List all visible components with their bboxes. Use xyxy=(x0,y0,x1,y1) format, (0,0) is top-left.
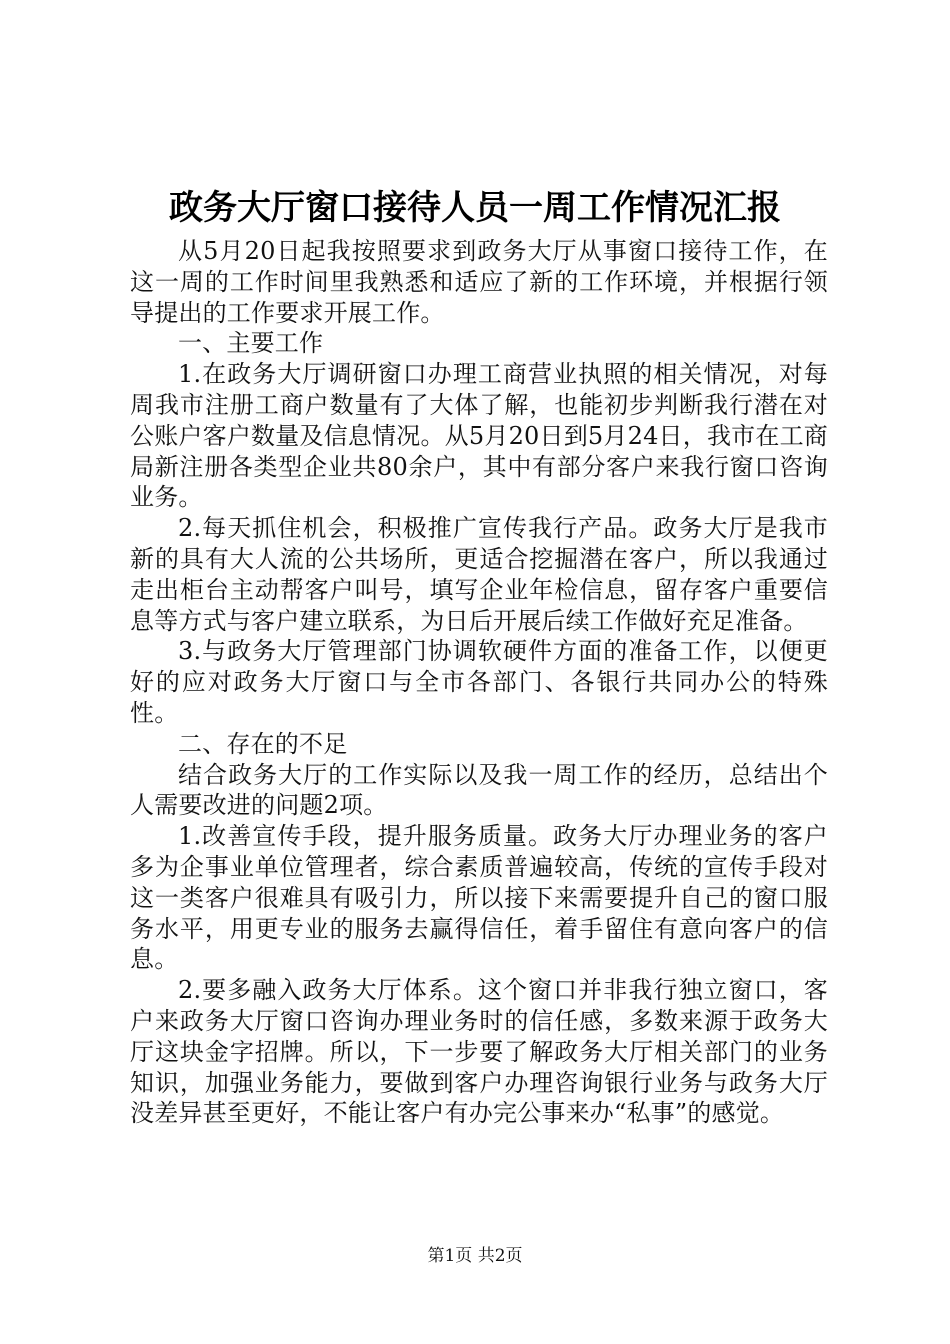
paragraph-main-work-3: 3.与政务大厅管理部门协调软硬件方面的准备工作，以便更好的应对政务大厅窗口与全市各部门、各银行共同办公的特殊性。 xyxy=(130,637,828,727)
paragraph-main-work-2: 2.每天抓住机会，积极推广宣传我行产品。政务大厅是我市新的具有大人流的公共场所，更适合挖掘潜在客户，所以我通过走出柜台主动帮客户叫号，填写企业年检信息，留存客户重要信息等方式与客户建立联系，为日后开展后续工作做好充足准备。 xyxy=(130,514,828,635)
paragraph-main-work-1: 1.在政务大厅调研窗口办理工商营业执照的相关情况，对每周我市注册工商户数量有了大体了解，也能初步判断我行潜在对公账户客户数量及信息情况。从5月20日到5月24日，我市在工商局新注册各类型企业共80余户，其中有部分客户来我行窗口咨询业务。 xyxy=(130,360,828,512)
paragraph-shortcomings-intro: 结合政务大厅的工作实际以及我一周工作的经历，总结出个人需要改进的问题2项。 xyxy=(130,760,828,820)
document-body xyxy=(130,236,828,1129)
paragraph-shortcomings-1: 1.改善宣传手段，提升服务质量。政务大厅办理业务的客户多为企事业单位管理者，综合素质普遍较高，传统的宣传手段对这一类客户很难具有吸引力，所以接下来需要提升自己的窗口服务水平，用更专业的服务去赢得信任，着手留住有意向客户的信息。 xyxy=(130,822,828,974)
paragraph-shortcomings-2: 2.要多融入政务大厅体系。这个窗口并非我行独立窗口，客户来政务大厅窗口咨询办理业务时的信任感，多数来源于政务大厅这块金字招牌。所以，下一步要了解政务大厅相关部门的业务知识，加强业务能力，要做到客户办理咨询银行业务与政务大厅没差异甚至更好，不能让客户有办完公事来办“私事”的感觉。 xyxy=(130,976,828,1128)
page-number-footer: 第1页 共2页 xyxy=(427,1246,523,1266)
document-title: 政务大厅窗口接待人员一周工作情况汇报 xyxy=(169,188,781,228)
paragraph-intro: 从5月20日起我按照要求到政务大厅从事窗口接待工作，在这一周的工作时间里我熟悉和适应了新的工作环境，并根据行领导提出的工作要求开展工作。 xyxy=(130,237,828,327)
section-heading-main-work: 一、主要工作 xyxy=(178,329,324,358)
section-heading-shortcomings: 二、存在的不足 xyxy=(178,729,348,758)
